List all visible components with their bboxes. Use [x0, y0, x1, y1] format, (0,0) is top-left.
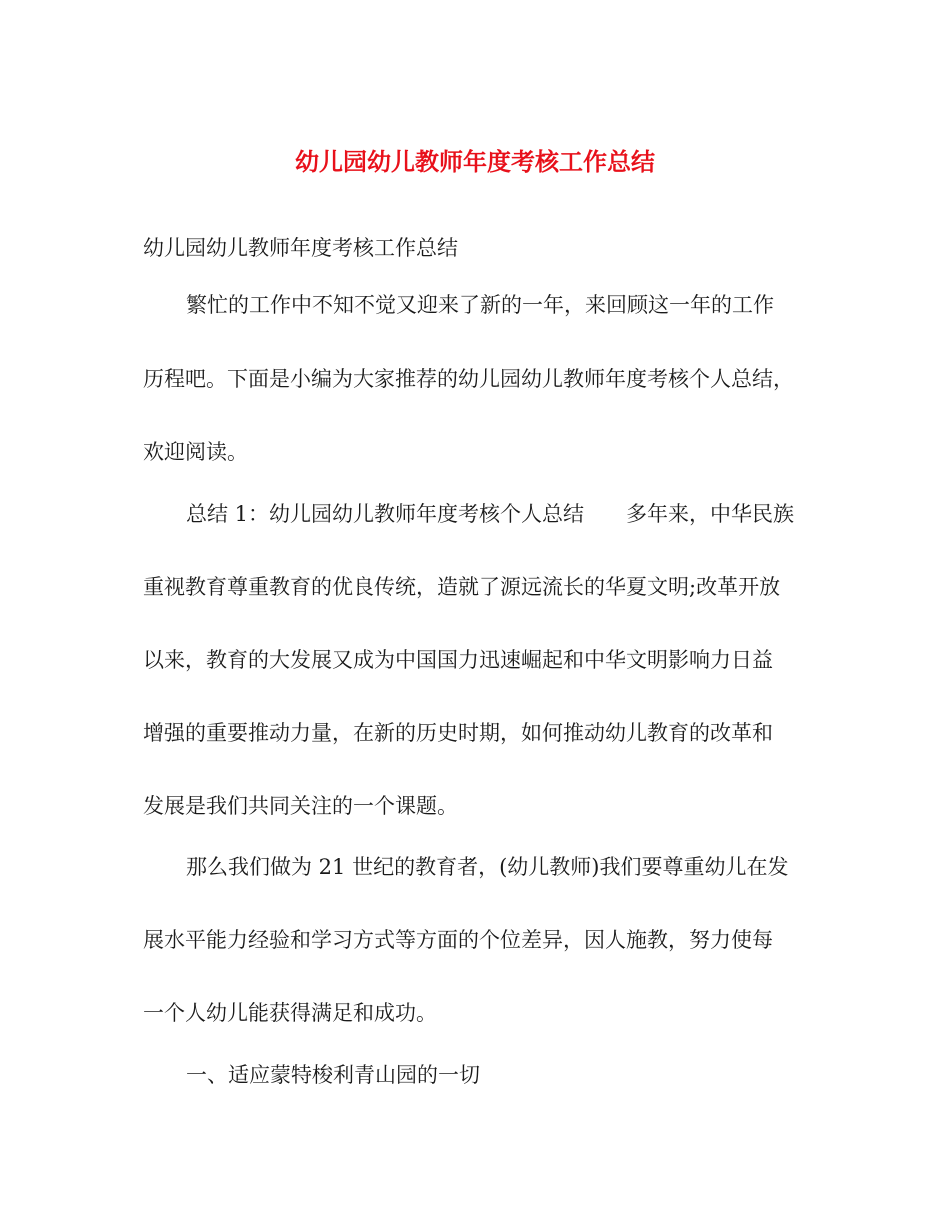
paragraph-2-line-3: 以来，教育的大发展又成为中国国力迅速崛起和中华文明影响力日益	[143, 648, 773, 672]
paragraph-1-line-2: 历程吧。下面是小编为大家推荐的幼儿园幼儿教师年度考核个人总结，	[143, 367, 794, 391]
subtitle-line: 幼儿园幼儿教师年度考核工作总结	[143, 236, 458, 260]
document-title: 幼儿园幼儿教师年度考核工作总结	[295, 147, 655, 176]
paragraph-2-line-1: 总结 1：幼儿园幼儿教师年度考核个人总结 多年来，中华民族	[186, 502, 795, 526]
paragraph-1-line-1: 繁忙的工作中不知不觉又迎来了新的一年，来回顾这一年的工作	[186, 293, 774, 317]
paragraph-1-line-3: 欢迎阅读。	[143, 440, 248, 464]
paragraph-3-line-3: 一个人幼儿能获得满足和成功。	[143, 1001, 437, 1025]
paragraph-2-line-5: 发展是我们共同关注的一个课题。	[143, 794, 458, 818]
paragraph-2-line-2: 重视教育尊重教育的优良传统，造就了源远流长的华夏文明;改革开放	[143, 575, 781, 599]
section-heading-1: 一、适应蒙特梭利青山园的一切	[186, 1063, 480, 1087]
paragraph-3-line-1: 那么我们做为 21 世纪的教育者，(幼儿教师)我们要尊重幼儿在发	[186, 855, 789, 879]
paragraph-2-line-4: 增强的重要推动力量，在新的历史时期，如何推动幼儿教育的改革和	[143, 721, 773, 745]
paragraph-3-line-2: 展水平能力经验和学习方式等方面的个位差异，因人施教，努力使每	[143, 928, 773, 952]
